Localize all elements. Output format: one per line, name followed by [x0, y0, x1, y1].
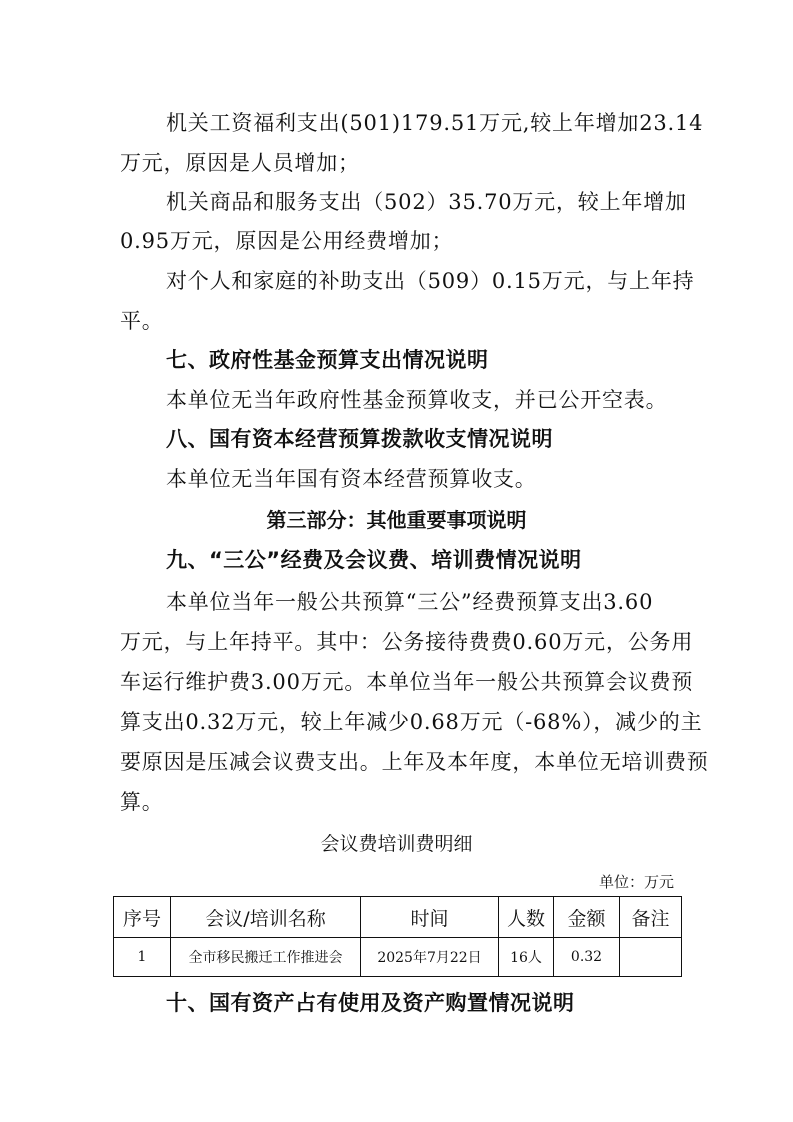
- section-9-line-6: 算。: [120, 790, 164, 814]
- section-7-text: 本单位无当年政府性基金预算收支，并已公开空表。: [166, 388, 668, 412]
- section-9-line-5: 要原因是压减会议费支出。上年及本年度，本单位无培训费预: [120, 750, 709, 774]
- section-7-heading: 七、政府性基金预算支出情况说明: [166, 348, 489, 372]
- cell-time: 2025年7月22日: [361, 938, 499, 977]
- section-9-line-2: 万元，与上年持平。其中：公务接待费费0.60万元，公务用: [120, 630, 694, 654]
- section-8-heading: 八、国有资本经营预算拨款收支情况说明: [166, 427, 553, 451]
- section-9-line-4: 算支出0.32万元，较上年减少0.68万元（-68%），减少的主: [120, 710, 703, 734]
- paragraph-goods-services-line-2: 0.95万元，原因是公用经费增加；: [120, 229, 454, 253]
- table-title: 会议费培训费明细: [320, 833, 473, 855]
- section-8-text: 本单位无当年国有资本经营预算收支。: [166, 467, 537, 491]
- section-9-line-1: 本单位当年一般公共预算“三公”经费预算支出3.60: [166, 590, 654, 614]
- header-serial-number: 序号: [114, 897, 171, 938]
- cell-attendees: 16人: [499, 938, 554, 977]
- cell-serial-number: 1: [114, 938, 171, 977]
- table-unit-label: 单位：万元: [598, 873, 674, 891]
- table-row: [114, 938, 682, 977]
- section-9-line-3: 车运行维护费3.00万元。本单位当年一般公共预算会议费预: [120, 670, 694, 694]
- header-amount: 金额: [554, 897, 620, 938]
- meeting-training-fee-table: [113, 896, 682, 977]
- section-9-heading: 九、“三公”经费及会议费、培训费情况说明: [166, 548, 582, 572]
- header-attendees: 人数: [499, 897, 554, 938]
- header-remarks: 备注: [620, 897, 682, 938]
- cell-remarks: [620, 938, 682, 977]
- cell-meeting-name: 全市移民搬迁工作推进会: [171, 938, 361, 977]
- cell-amount: 0.32: [554, 938, 620, 977]
- header-time: 时间: [361, 897, 499, 938]
- header-meeting-name: 会议/培训名称: [171, 897, 361, 938]
- paragraph-subsidy-line-1: 对个人和家庭的补助支出（509）0.15万元，与上年持: [166, 269, 695, 293]
- paragraph-wages-line-1: 机关工资福利支出(501)179.51万元,较上年增加23.14: [166, 111, 704, 135]
- paragraph-wages-line-2: 万元，原因是人员增加；: [120, 151, 360, 175]
- paragraph-goods-services-line-1: 机关商品和服务支出（502）35.70万元，较上年增加: [166, 190, 687, 214]
- section-10-heading: 十、国有资产占有使用及资产购置情况说明: [166, 991, 575, 1015]
- table-header-row: [114, 897, 682, 938]
- part-3-heading: 第三部分：其他重要事项说明: [266, 508, 527, 532]
- paragraph-subsidy-line-2: 平。: [120, 309, 164, 333]
